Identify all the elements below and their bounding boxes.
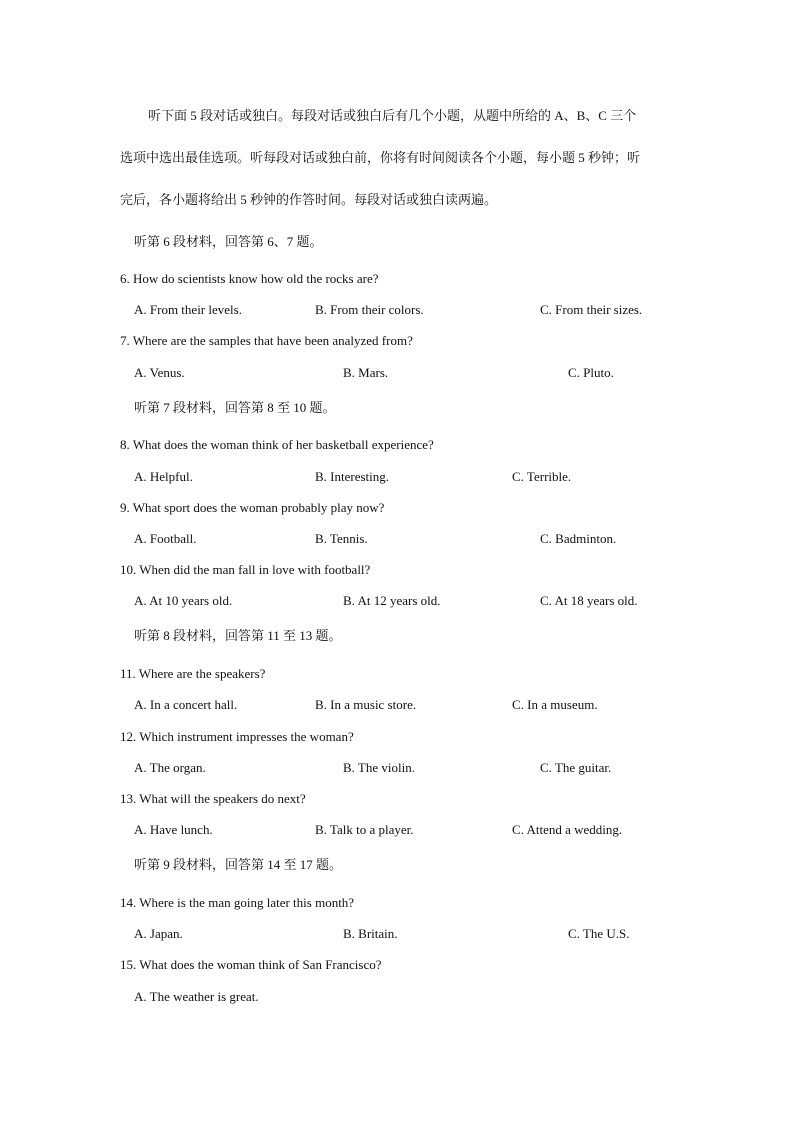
- question-9-option-a: A. Football.: [134, 531, 197, 546]
- question-10-option-b: B. At 12 years old.: [343, 593, 441, 608]
- question-6-option-a: A. From their levels.: [134, 302, 242, 317]
- section-heading-6: 听第 6 段材料，回答第 6、7 题。: [134, 234, 323, 249]
- question-9-stem: 9. What sport does the woman probably play now?: [120, 500, 385, 515]
- question-15-option-a: A. The weather is great.: [134, 989, 259, 1004]
- question-7-stem: 7. Where are the samples that have been analyzed from?: [120, 333, 413, 348]
- question-12-option-a: A. The organ.: [134, 760, 206, 775]
- question-8-option-b: B. Interesting.: [315, 469, 390, 484]
- intro-line-2: 选项中选出最佳选项。听每段对话或独白前，你将有时间阅读各个小题，每小题 5 秒钟；听: [120, 150, 641, 165]
- question-12-option-b: B. The violin.: [343, 760, 415, 775]
- question-8-option-c: C. Terrible.: [512, 469, 572, 484]
- question-13-option-a: A. Have lunch.: [134, 822, 213, 837]
- question-13-option-c: C. Attend a wedding.: [512, 822, 623, 837]
- question-10-option-a: A. At 10 years old.: [134, 593, 233, 608]
- question-7-option-b: B. Mars.: [343, 365, 389, 380]
- question-9-option-b: B. Tennis.: [315, 531, 368, 546]
- section-heading-9: 听第 9 段材料，回答第 14 至 17 题。: [134, 857, 343, 872]
- question-11-option-a: A. In a concert hall.: [134, 697, 238, 712]
- question-11-stem: 11. Where are the speakers?: [120, 666, 266, 681]
- question-14-stem: 14. Where is the man going later this month?: [120, 895, 355, 910]
- question-9-option-c: C. Badminton.: [540, 531, 617, 546]
- question-11-option-c: C. In a museum.: [512, 697, 598, 712]
- question-10-option-c: C. At 18 years old.: [540, 593, 638, 608]
- question-12-option-c: C. The guitar.: [540, 760, 612, 775]
- question-12-stem: 12. Which instrument impresses the woman?: [120, 729, 354, 744]
- question-6-option-c: C. From their sizes.: [540, 302, 643, 317]
- question-7-option-a: A. Venus.: [134, 365, 185, 380]
- question-8-stem: 8. What does the woman think of her basketball experience?: [120, 437, 434, 452]
- question-13-stem: 13. What will the speakers do next?: [120, 791, 306, 806]
- section-heading-7: 听第 7 段材料，回答第 8 至 10 题。: [134, 400, 336, 415]
- question-8-option-a: A. Helpful.: [134, 469, 193, 484]
- question-14-option-a: A. Japan.: [134, 926, 183, 941]
- question-13-option-b: B. Talk to a player.: [315, 822, 414, 837]
- question-11-option-b: B. In a music store.: [315, 697, 417, 712]
- question-7-option-c: C. Pluto.: [568, 365, 614, 380]
- intro-line-1: 听下面 5 段对话或独白。每段对话或独白后有几个小题，从题中所给的 A、B、C 三个: [148, 108, 637, 123]
- question-15-stem: 15. What does the woman think of San Francisco?: [120, 957, 382, 972]
- section-heading-8: 听第 8 段材料，回答第 11 至 13 题。: [134, 628, 342, 643]
- question-14-option-b: B. Britain.: [343, 926, 398, 941]
- question-6-stem: 6. How do scientists know how old the rocks are?: [120, 271, 379, 286]
- intro-line-3: 完后，各小题将给出 5 秒钟的作答时间。每段对话或独白读两遍。: [120, 192, 498, 207]
- question-6-option-b: B. From their colors.: [315, 302, 424, 317]
- question-10-stem: 10. When did the man fall in love with football?: [120, 562, 371, 577]
- question-14-option-c: C. The U.S.: [568, 926, 630, 941]
